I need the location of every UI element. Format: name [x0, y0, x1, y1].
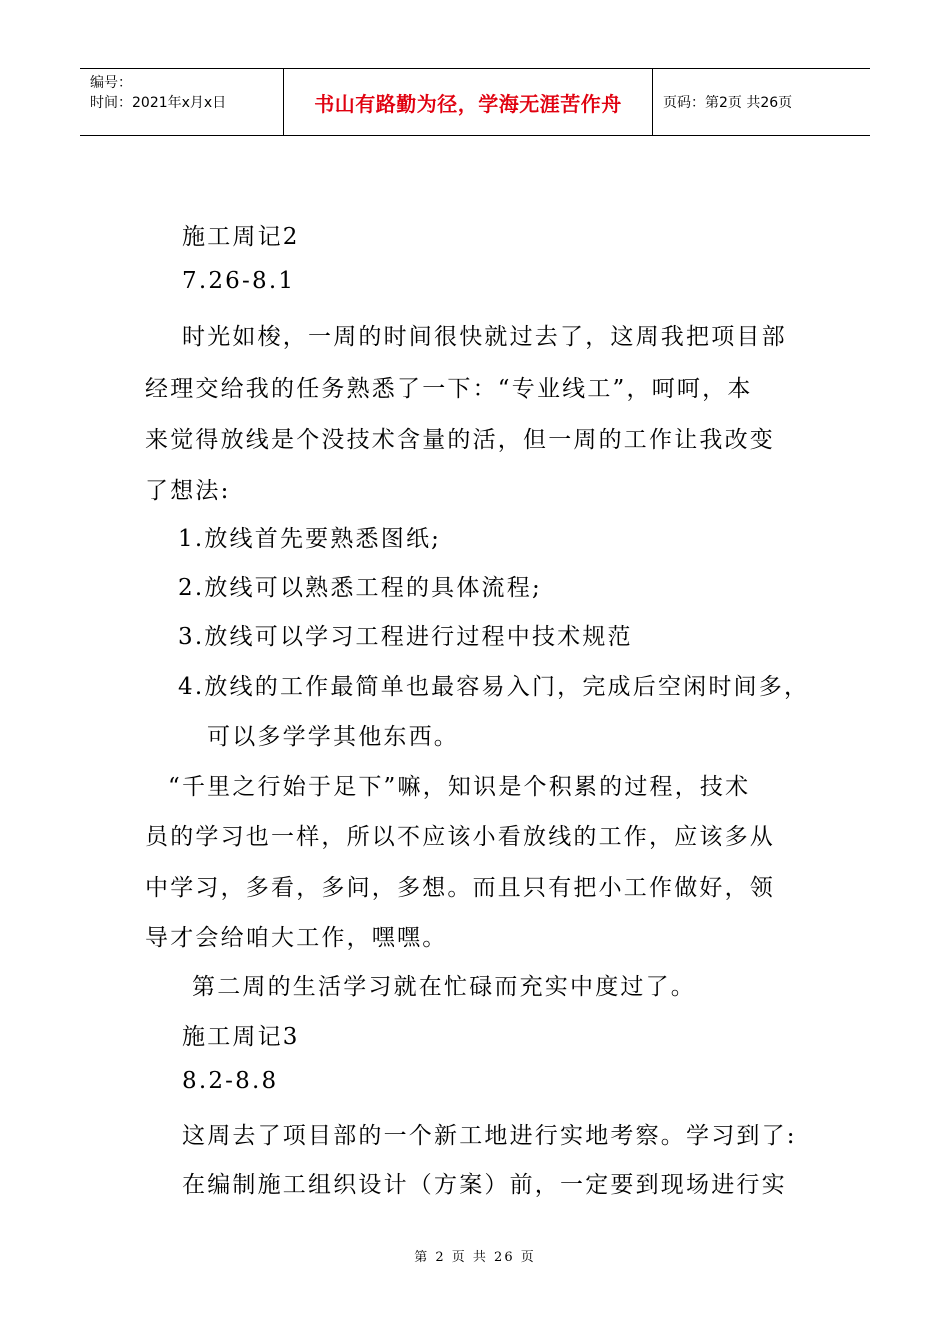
date-range-week2: 7.26-8.1	[182, 268, 296, 294]
paragraph-line: 时光如梭，一周的时间很快就过去了，这周我把项目部	[182, 324, 787, 350]
page-footer	[0, 1246, 950, 1265]
paragraph-line: 第二周的生活学习就在忙碌而充实中度过了。	[192, 974, 696, 1000]
paragraph-line: 员的学习也一样，所以不应该小看放线的工作，应该多从	[145, 824, 775, 850]
heading-week2: 施工周记2	[182, 224, 300, 250]
paragraph-line: 导才会给咱大工作，嘿嘿。	[145, 925, 448, 951]
date-range-week3: 8.2-8.8	[182, 1068, 279, 1094]
paragraph-line: 来觉得放线是个没技术含量的活，但一周的工作让我改变	[145, 427, 775, 453]
paragraph-line: 这周去了项目部的一个新工地进行实地考察。学习到了:	[182, 1123, 797, 1149]
list-item: 3.放线可以学习工程进行过程中技术规范	[178, 624, 633, 650]
footer-page-number: 第 2 页 共 26 页	[414, 1250, 536, 1265]
list-item: 2.放线可以熟悉工程的具体流程;	[178, 575, 542, 601]
list-item: 4.放线的工作最简单也最容易入门，完成后空闲时间多，	[178, 674, 810, 700]
list-item-continuation: 可以多学学其他东西。	[207, 724, 459, 750]
time-label: 时间：2021年x月x日	[90, 95, 227, 111]
paragraph-line: “千里之行始于足下”嘛，知识是个积累的过程，技术	[168, 774, 751, 800]
slogan-text: 书山有路勤为径，学海无涯苦作舟	[314, 91, 622, 116]
paragraph-line: 中学习，多看，多问，多想。而且只有把小工作做好，领	[145, 875, 775, 901]
page-code: 页码：第2页 共26页	[663, 95, 793, 111]
code-label: 编号：	[90, 75, 132, 91]
paragraph-line: 在编制施工组织设计（方案）前，一定要到现场进行实	[182, 1172, 787, 1198]
paragraph-line: 了想法:	[145, 478, 231, 504]
paragraph-line: 经理交给我的任务熟悉了一下：“专业线工”，呵呵，本	[145, 376, 753, 402]
heading-week3: 施工周记3	[182, 1024, 300, 1050]
list-item: 1.放线首先要熟悉图纸;	[178, 526, 442, 552]
